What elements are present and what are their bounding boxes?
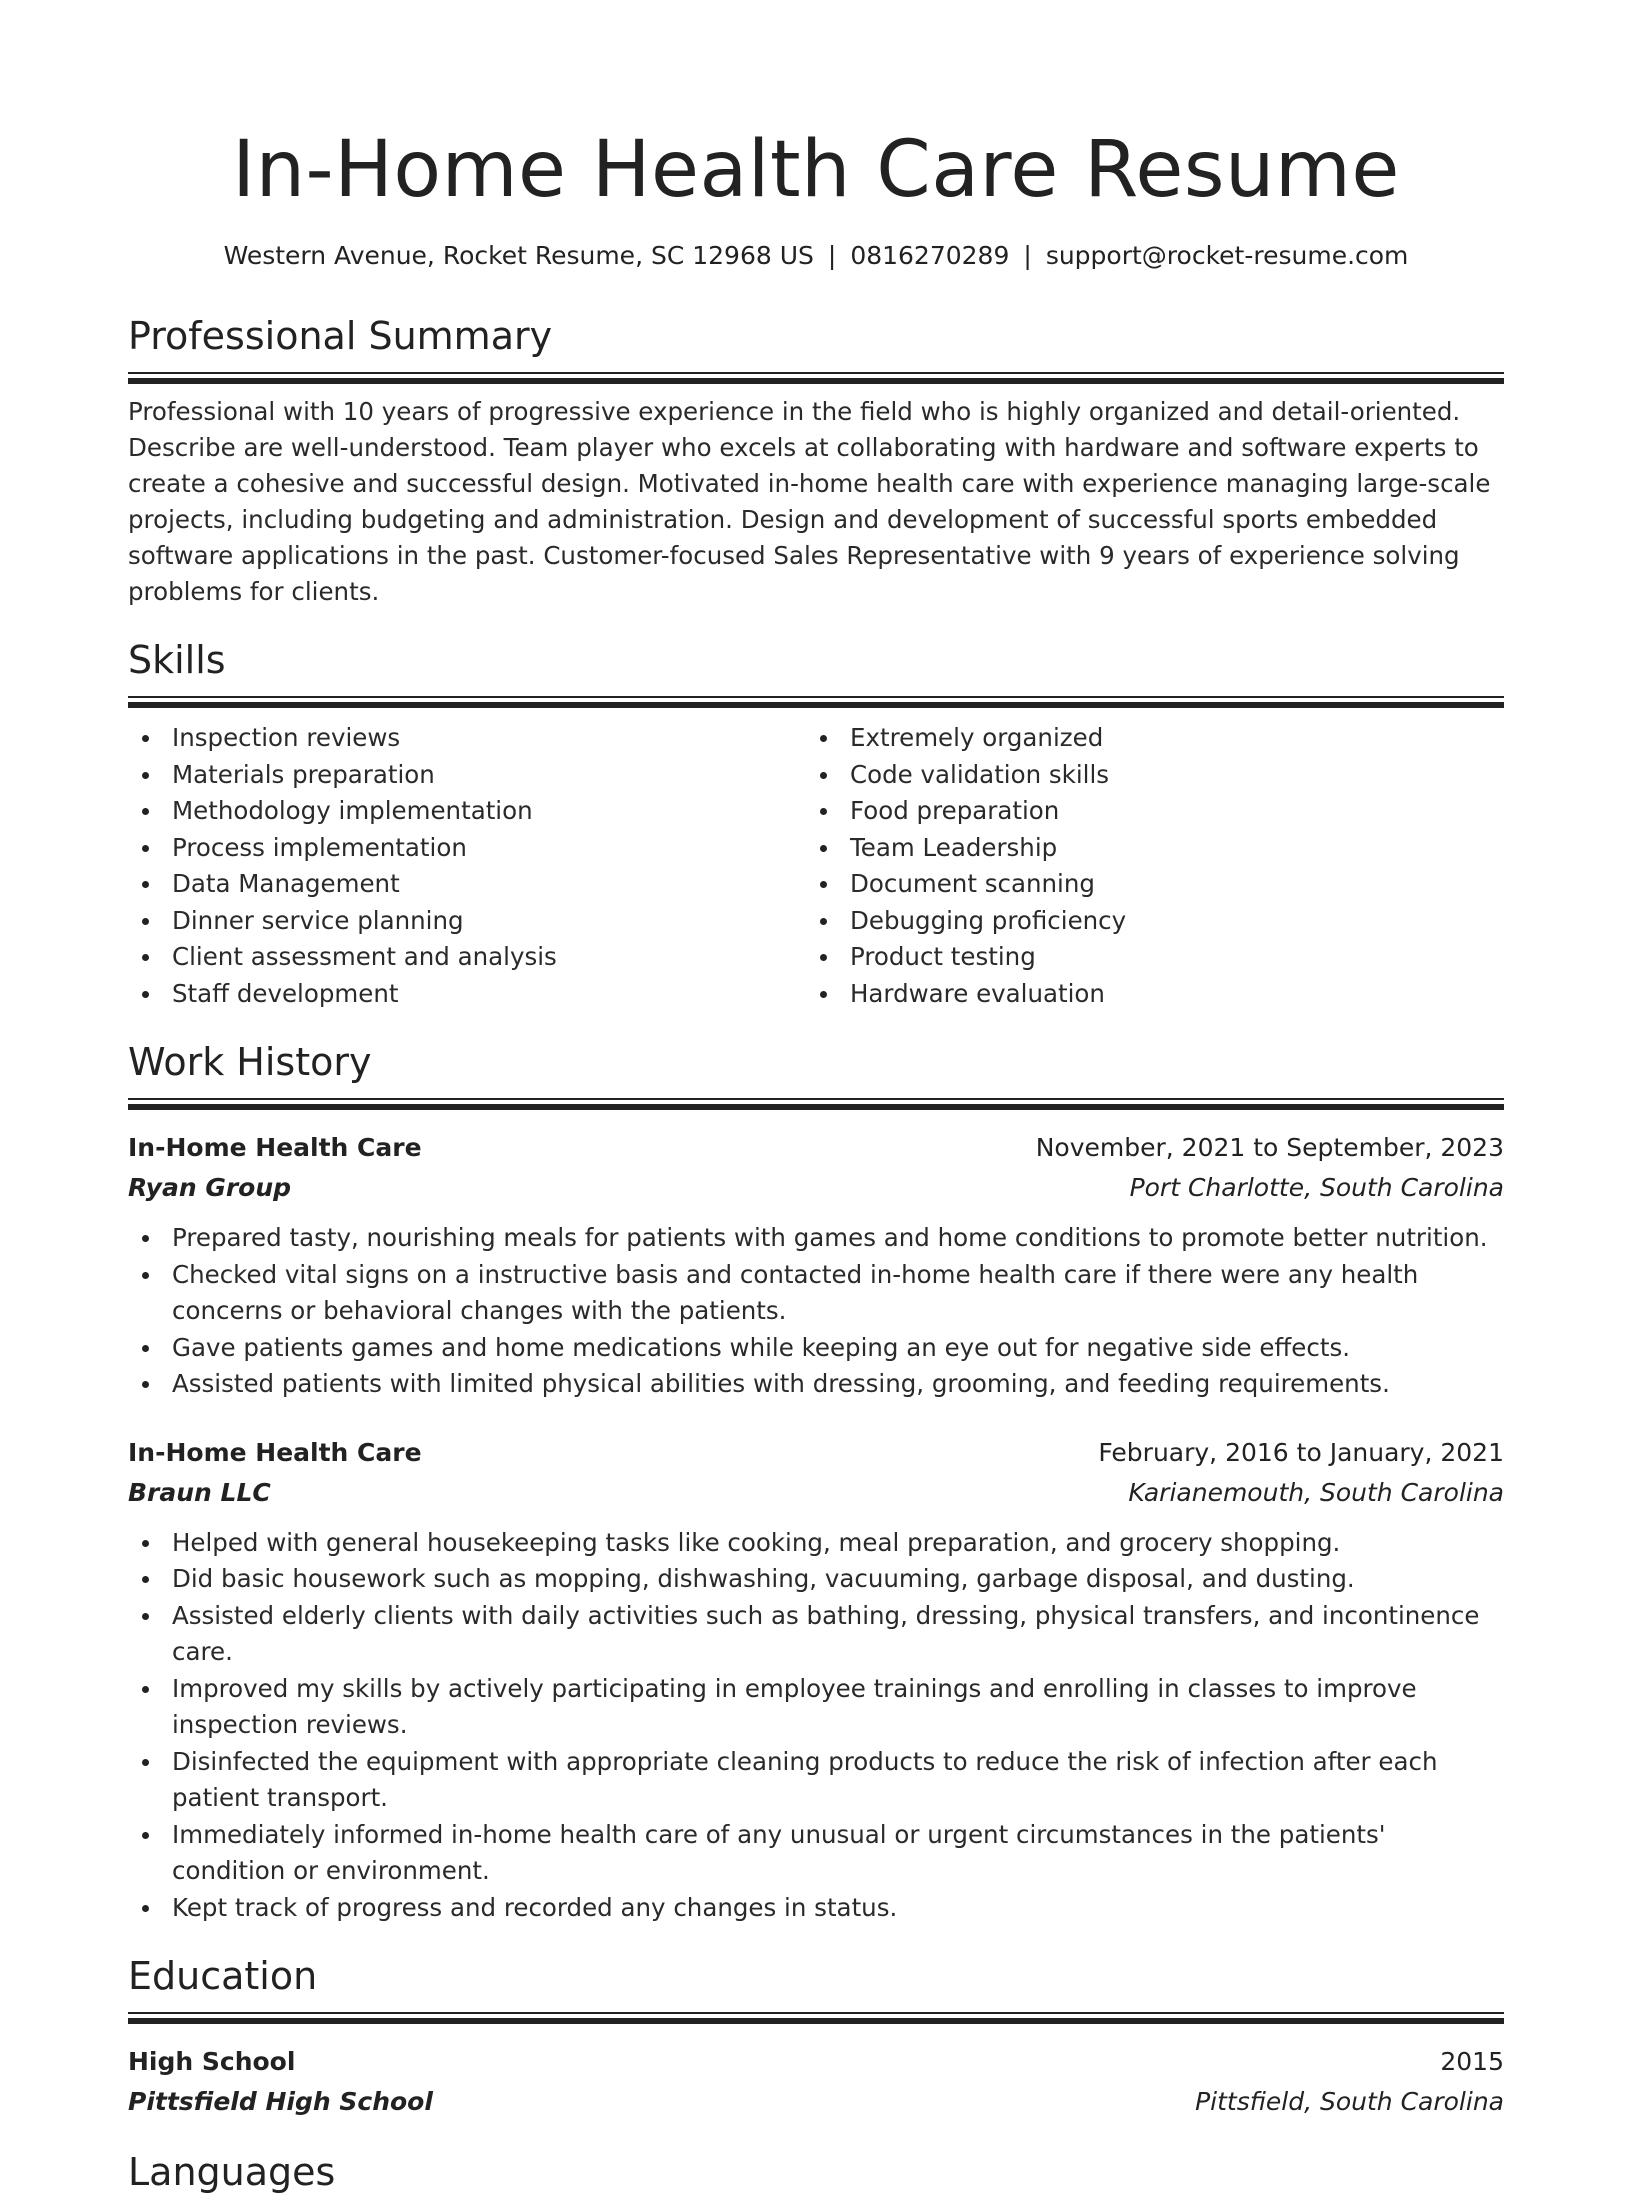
job-bullet: Disinfected the equipment with appropriate cleaning products to reduce the risk of infection after each patient transport.: [128, 1744, 1504, 1817]
section-divider: [128, 1098, 1504, 1110]
skill-item: Hardware evaluation: [806, 976, 1484, 1013]
education-degree: High School: [128, 2047, 296, 2076]
job-bullet: Prepared tasty, nourishing meals for patients with games and home conditions to promote better nutrition.: [128, 1220, 1504, 1257]
education-entry: [128, 2042, 1504, 2122]
job-bullet: Gave patients games and home medications while keeping an eye out for negative side effects.: [128, 1330, 1504, 1367]
job-bullet: Improved my skills by actively participating in employee trainings and enrolling in classes to improve inspection reviews.: [128, 1671, 1504, 1744]
education-section: [128, 1952, 1504, 2122]
skill-item: Document scanning: [806, 866, 1484, 903]
job-company: Braun LLC: [128, 1477, 271, 1507]
skill-item: Food preparation: [806, 793, 1484, 830]
resume-title: In-Home Health Care Resume: [232, 125, 1400, 215]
education-school: Pittsfield High School: [128, 2087, 433, 2116]
job-bullet: Did basic housework such as mopping, dishwashing, vacuuming, garbage disposal, and dusting.: [128, 1561, 1504, 1598]
job-bullet: Checked vital signs on a instructive basis and contacted in-home health care if there were any health concerns or behavioral changes with the patients.: [128, 1257, 1504, 1330]
job-bullet: Kept track of progress and recorded any changes in status.: [128, 1890, 1504, 1927]
skills-left-list: [128, 720, 806, 1012]
skill-item: Materials preparation: [128, 757, 806, 794]
skills-section: [128, 636, 1504, 1012]
job-company-row: [128, 1168, 1504, 1208]
skill-item: Methodology implementation: [128, 793, 806, 830]
section-divider: [128, 696, 1504, 708]
summary-text: Professional with 10 years of progressive experience in the field who is highly organized and detail-oriented. Describe are well-understood. Team player who excels at collaborating with hardware and software experts to create a cohesive and successful design. Motivated in-home health care with experience managing large-scale projects, including budgeting and administration. Design and development of successful sports embedded software applications in the past. Customer-focused Sales Representative with 9 years of experience solving problems for clients.: [128, 397, 1491, 606]
skill-item: Process implementation: [128, 830, 806, 867]
job-location: Port Charlotte, South Carolina: [1129, 1173, 1504, 1202]
skill-item: Inspection reviews: [128, 720, 806, 757]
contact-address: Western Avenue, Rocket Resume, SC 12968 US: [223, 241, 814, 270]
job-company-row: [128, 1473, 1504, 1513]
job-bullet: Immediately informed in-home health care of any unusual or urgent circumstances in the patients' condition or environment.: [128, 1817, 1504, 1890]
languages-heading: Languages: [128, 2150, 336, 2194]
job-entry: [128, 1433, 1504, 1927]
job-title: In-Home Health Care: [128, 1437, 422, 1467]
job-bullet: Assisted elderly clients with daily activities such as bathing, dressing, physical transfers, and incontinence care.: [128, 1598, 1504, 1671]
contact-email: support@rocket-resume.com: [1045, 241, 1409, 270]
education-location: Pittsfield, South Carolina: [1195, 2087, 1504, 2116]
job-bullet: Helped with general housekeeping tasks like cooking, meal preparation, and grocery shopping.: [128, 1525, 1504, 1562]
contact-phone: 0816270289: [850, 241, 1010, 270]
languages-section: [128, 2148, 1504, 2196]
job-bullet: Assisted patients with limited physical abilities with dressing, grooming, and feeding requirements.: [128, 1366, 1504, 1403]
job-bullets: [128, 1220, 1504, 1403]
job-header-row: [128, 1433, 1504, 1473]
job-header-row: [128, 1128, 1504, 1168]
contact-separator: |: [1023, 241, 1032, 270]
education-heading: Education: [128, 1954, 318, 1998]
skill-item: Staff development: [128, 976, 806, 1013]
skill-item: Extremely organized: [806, 720, 1484, 757]
work-section: [128, 1038, 1504, 1926]
contact-line: [128, 240, 1504, 272]
job-entry: [128, 1128, 1504, 1403]
skill-item: Dinner service planning: [128, 903, 806, 940]
section-divider: [128, 2012, 1504, 2024]
summary-heading: Professional Summary: [128, 314, 553, 358]
skill-item: Client assessment and analysis: [128, 939, 806, 976]
section-divider: [128, 372, 1504, 384]
job-title: In-Home Health Care: [128, 1133, 422, 1162]
skills-columns: [128, 720, 1504, 1012]
work-heading: Work History: [128, 1040, 372, 1084]
skills-heading: Skills: [128, 638, 226, 682]
education-header-row: [128, 2042, 1504, 2082]
job-dates: November, 2021 to September, 2023: [1035, 1133, 1504, 1162]
job-company: Ryan Group: [128, 1173, 292, 1202]
skill-item: Product testing: [806, 939, 1484, 976]
skill-item: Debugging proficiency: [806, 903, 1484, 940]
job-bullets: [128, 1525, 1504, 1927]
resume-page: [128, 0, 1504, 2196]
education-school-row: [128, 2082, 1504, 2122]
skill-item: Team Leadership: [806, 830, 1484, 867]
skill-item: Data Management: [128, 866, 806, 903]
skills-right-list: [806, 720, 1484, 1012]
skill-item: Code validation skills: [806, 757, 1484, 794]
job-location: Karianemouth, South Carolina: [1128, 1477, 1504, 1507]
education-year: 2015: [1440, 2047, 1504, 2076]
contact-separator: |: [827, 241, 837, 270]
job-dates: February, 2016 to January, 2021: [1098, 1437, 1504, 1467]
summary-section: [128, 312, 1504, 610]
